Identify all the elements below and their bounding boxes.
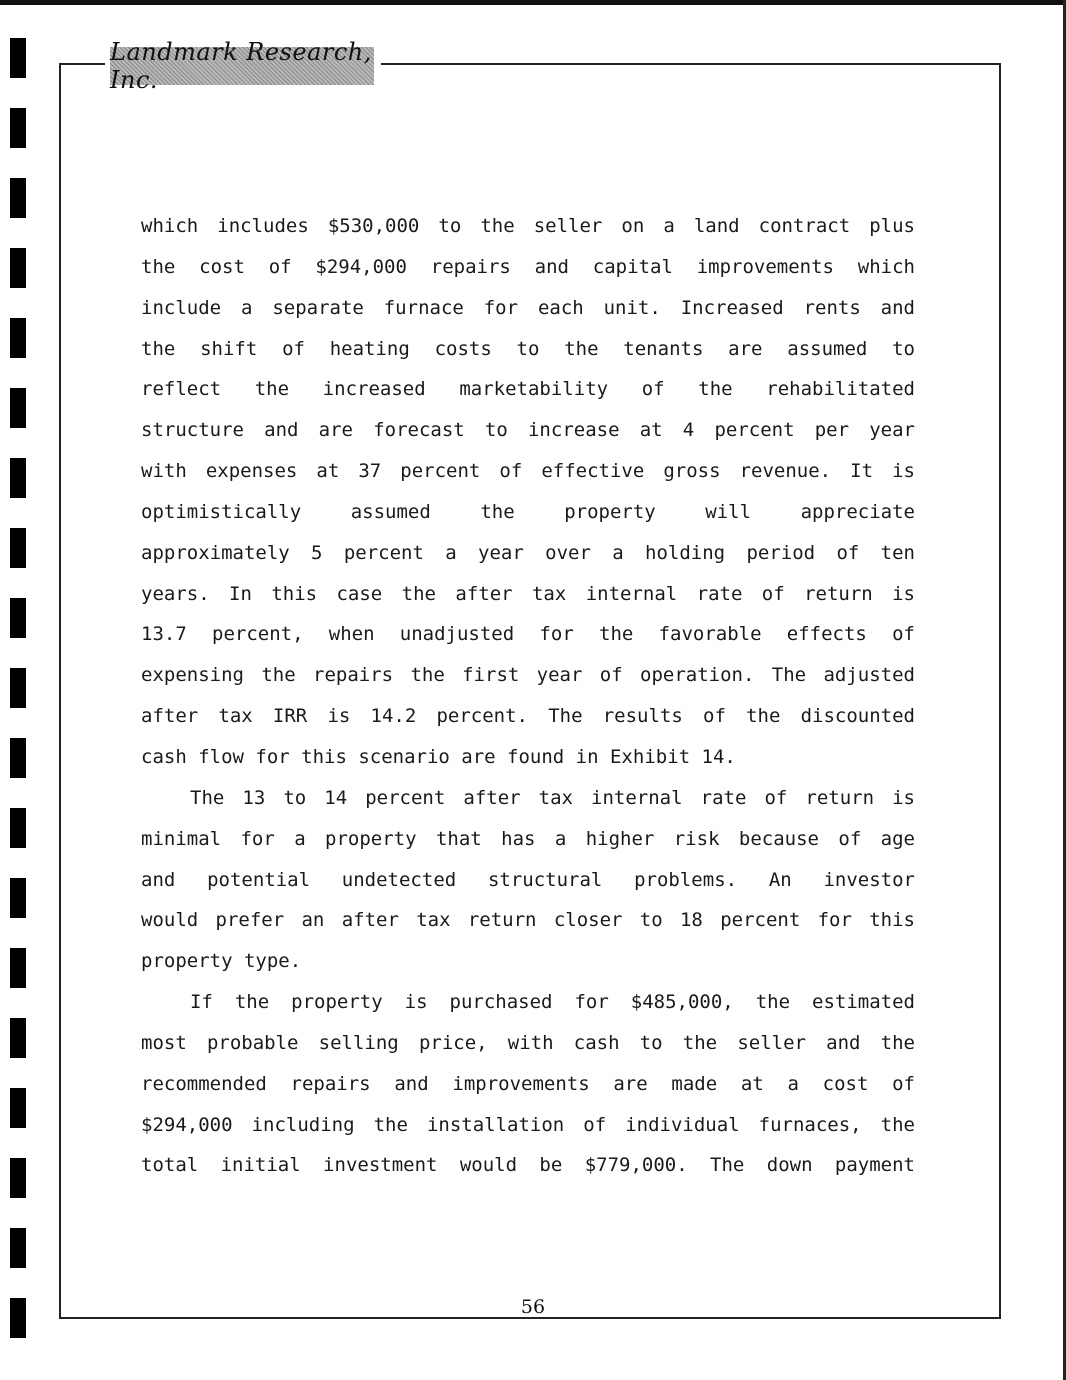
binding-mark [10,1158,26,1198]
text-line: recommended repairs and improvements are made at a cost of [141,1072,915,1095]
binding-mark [10,318,26,358]
binding-mark [10,948,26,988]
binding-mark [10,1298,26,1338]
header-rule-left [59,63,105,65]
binding-mark [10,1018,26,1058]
text-line: which includes $530,000 to the seller on a land contract plus [141,215,915,237]
text-line: with expenses at 37 percent of effective gross revenue. It is [141,460,915,483]
text-line: after tax IRR is 14.2 percent. The results of the discounted [141,705,915,728]
company-logo [110,38,374,94]
binding-mark [10,108,26,148]
binding-mark [10,668,26,708]
logo-text: Landmark Research, Inc. [110,38,372,94]
text-line: minimal for a property that has a higher risk because of age [141,827,915,850]
text-line: most probable selling price, with cash to the seller and the [141,1031,915,1054]
text-line: $294,000 including the installation of individual furnaces, the [141,1113,915,1136]
text-line: years. In this case the after tax internal rate of return is [141,582,915,605]
page-number: 56 [520,1296,546,1318]
binding-mark [10,248,26,288]
binding-mark [10,738,26,778]
text-line: If the property is purchased for $485,000, the estimated [190,991,915,1014]
binding-mark [10,178,26,218]
binding-mark [10,528,26,568]
text-line: reflect the increased marketability of the rehabilitated [141,378,915,401]
text-line: The 13 to 14 percent after tax internal rate of return is [190,786,915,809]
binding-mark [10,598,26,638]
text-line: total initial investment would be $779,000. The down payment [141,1154,915,1177]
binding-mark [10,388,26,428]
binding-mark [10,1088,26,1128]
text-line: include a separate furnace for each unit. Increased rents and [141,296,915,319]
body-text [141,206,915,1186]
text-line: the shift of heating costs to the tenants are assumed to [141,337,915,360]
text-line: the cost of $294,000 repairs and capital improvements which [141,255,915,278]
binding-mark [10,878,26,918]
page-top-edge [0,0,1066,5]
text-line: would prefer an after tax return closer to 18 percent for this [141,909,915,932]
binding-mark [10,1228,26,1268]
text-line: and potential undetected structural problems. An investor [141,868,915,891]
text-line: expensing the repairs the first year of operation. The adjusted [141,664,915,687]
text-line: optimistically assumed the property will appreciate [141,500,915,523]
binding-mark [10,38,26,78]
header-rule-right [381,63,999,65]
text-line: property type. [141,950,302,973]
text-line: cash flow for this scenario are found in Exhibit 14. [141,745,736,768]
text-line: 13.7 percent, when unadjusted for the favorable effects of [141,623,915,646]
binding-mark [10,458,26,498]
text-line: structure and are forecast to increase at 4 percent per year [141,419,915,442]
text-line: approximately 5 percent a year over a holding period of ten [141,541,915,564]
binding-mark [10,808,26,848]
